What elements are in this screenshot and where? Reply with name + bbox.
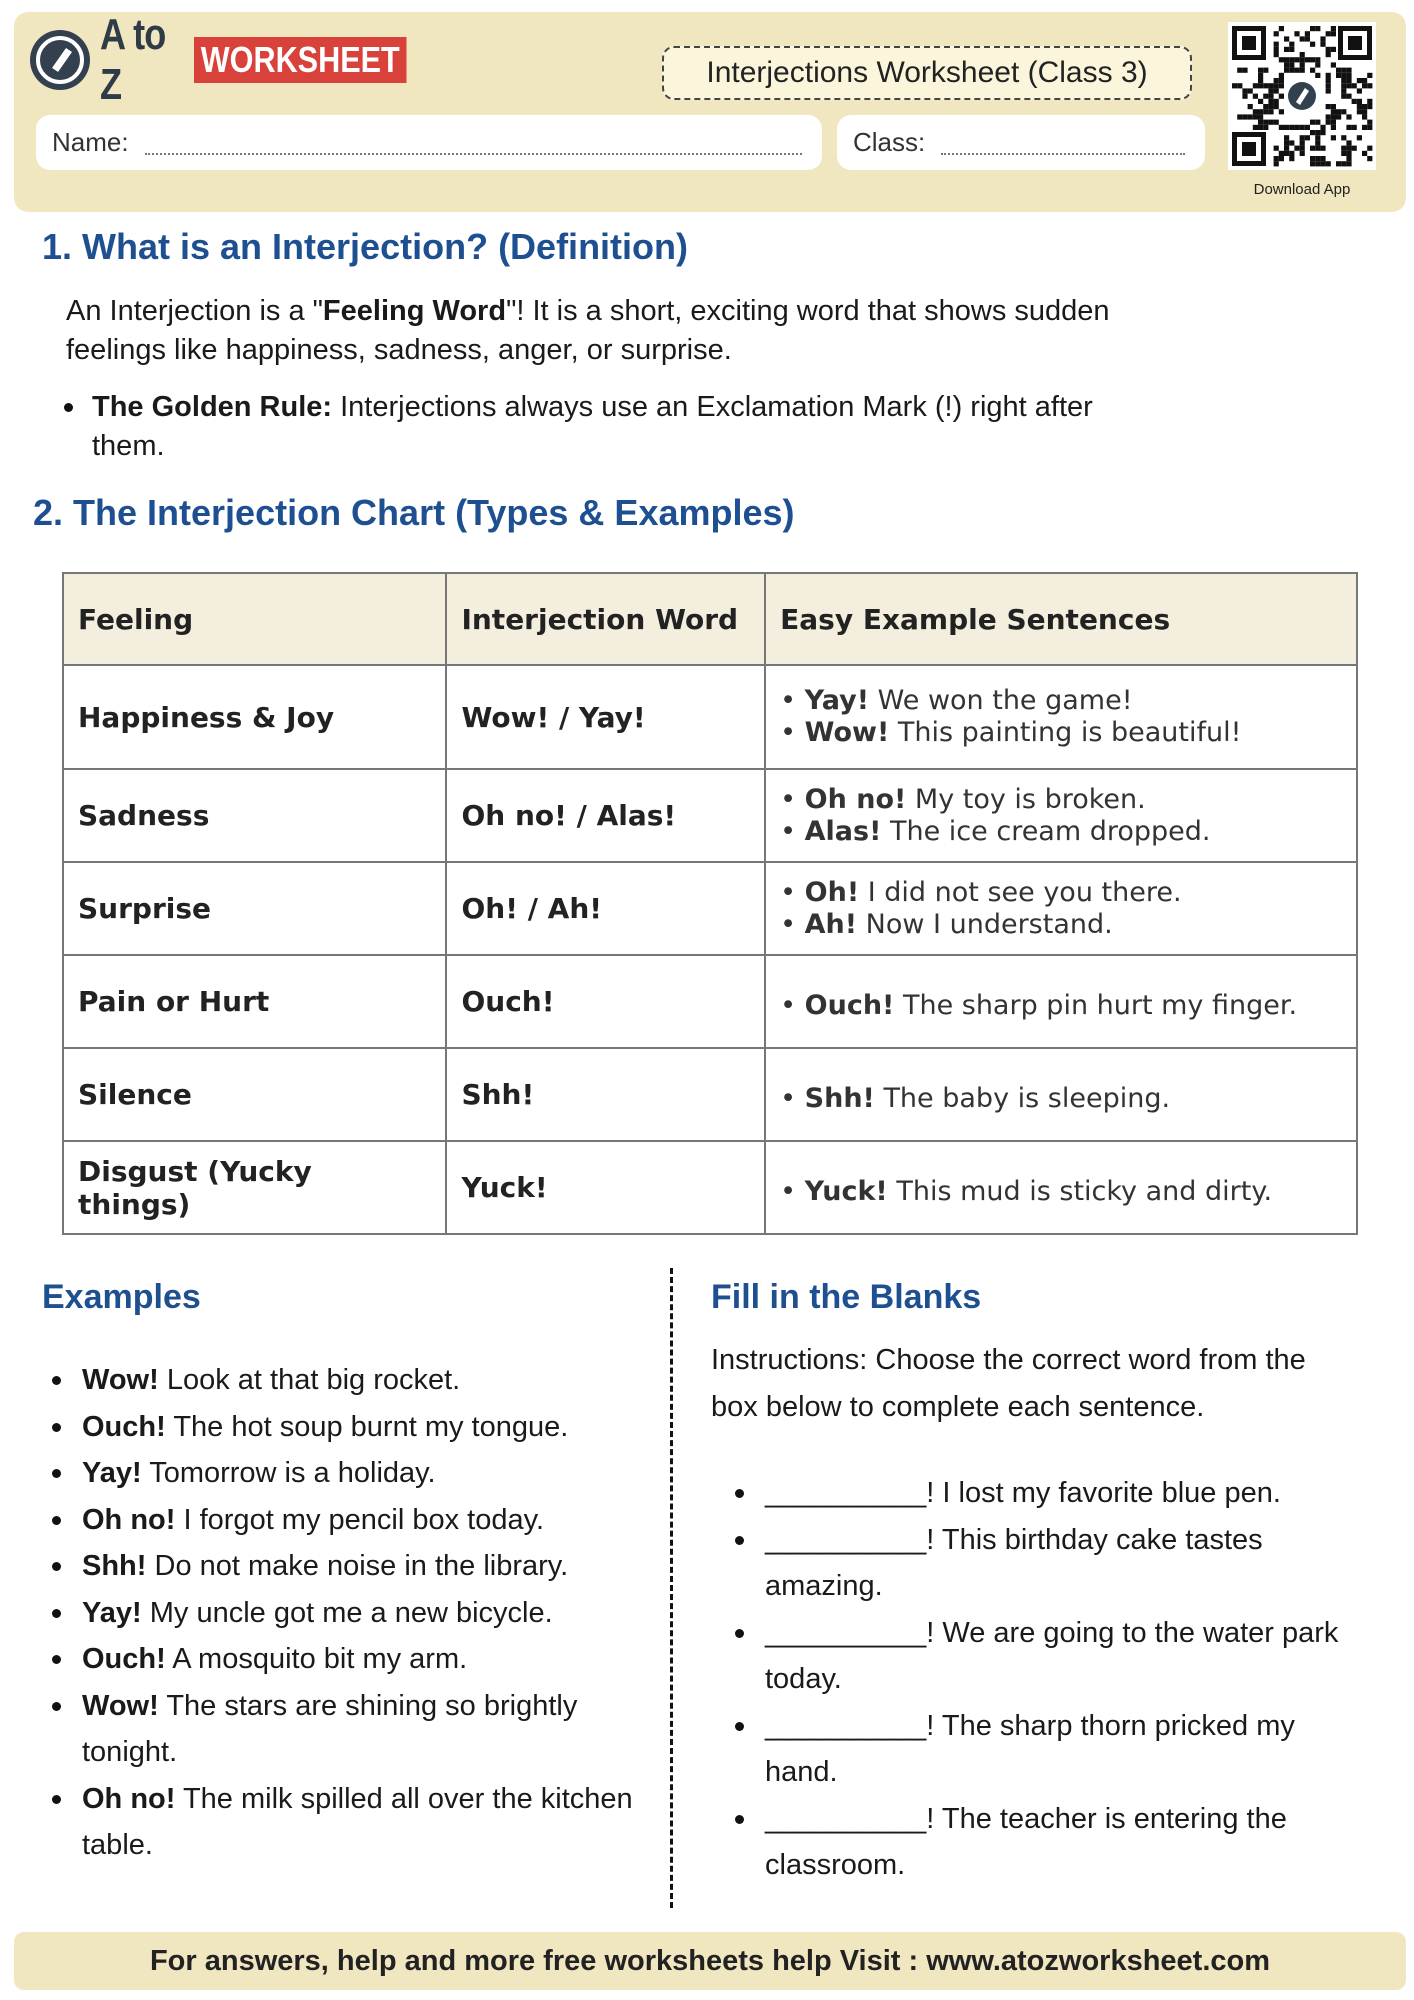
definition-text-start: An Interjection is a ": [66, 295, 323, 327]
example-interjection: Yay!: [804, 685, 870, 716]
feeling-cell: Surprise: [63, 862, 446, 955]
example-sentence: [780, 1176, 1342, 1208]
pen-logo-icon: [30, 30, 90, 90]
fill-blank-item[interactable]: __________! This birthday cake tastes amazing.: [765, 1517, 1365, 1610]
table-row: [63, 862, 1357, 955]
example-item-text: The hot soup burnt my tongue.: [165, 1410, 569, 1443]
table-row: [63, 1048, 1357, 1141]
example-item-interjection: Yay!: [82, 1596, 142, 1629]
fill-blanks-instructions: Instructions: Choose the correct word from the box below to complete each sentence.: [711, 1344, 1306, 1423]
example-text: The baby is sleeping.: [874, 1082, 1171, 1114]
bullet-dot: •: [780, 783, 805, 815]
example-sentence: [780, 717, 1342, 749]
example-sentences-cell: [765, 862, 1357, 955]
section2-heading: 2. The Interjection Chart (Types & Examples): [33, 492, 795, 533]
table-row: [63, 955, 1357, 1048]
example-sentences-cell: [765, 1048, 1357, 1141]
example-item-interjection: Oh no!: [82, 1503, 176, 1536]
footer-banner[interactable]: For answers, help and more free worksheets help Visit : www.atozworksheet.com: [14, 1932, 1406, 1990]
table-header-row: [63, 573, 1357, 665]
example-item-interjection: Shh!: [82, 1550, 147, 1582]
fill-blank-item[interactable]: __________! The teacher is entering the classroom.: [765, 1796, 1365, 1889]
table-row: [63, 665, 1357, 769]
example-sentences-cell: [765, 665, 1357, 769]
example-item-text: The stars are shining so brightly tonight.: [82, 1689, 578, 1768]
interjection-word-cell: Oh! / Ah!: [446, 862, 765, 955]
class-field[interactable]: [837, 115, 1205, 170]
example-interjection: Yuck!: [804, 1175, 888, 1207]
example-list-item: [82, 1683, 642, 1776]
example-item-text: Tomorrow is a holiday.: [141, 1457, 436, 1489]
interjection-word-cell: Yuck!: [446, 1141, 765, 1234]
interjection-chart-table: [62, 572, 1358, 1235]
worksheet-title: Interjections Worksheet (Class 3): [662, 46, 1192, 100]
definition-text-end: "! It is a short, exciting word that shows sudden feelings like happiness, sadness, anger, or surprise.: [66, 295, 1110, 366]
table-row: [63, 1141, 1357, 1234]
example-sentence: [780, 1083, 1342, 1115]
feeling-cell: Silence: [63, 1048, 446, 1141]
example-list-item: [82, 1590, 642, 1637]
example-list-item: [82, 1543, 642, 1590]
bullet-dot: •: [780, 876, 805, 908]
column-divider: [670, 1268, 673, 1908]
example-list-item: [82, 1636, 642, 1683]
interjection-word-cell: Wow! / Yay!: [446, 665, 765, 769]
example-sentence: [780, 877, 1342, 909]
bullet-dot: •: [780, 717, 805, 748]
definition-paragraph: [66, 292, 1126, 370]
example-sentences-cell: [765, 1141, 1357, 1234]
feeling-cell: Pain or Hurt: [63, 955, 446, 1048]
logo-worksheet-text: WORKSHEET: [194, 37, 407, 83]
example-item-text: My uncle got me a new bicycle.: [141, 1596, 553, 1629]
example-interjection: Shh!: [804, 1082, 875, 1114]
example-item-interjection: Ouch!: [82, 1410, 166, 1443]
example-text: The ice cream dropped.: [881, 815, 1211, 847]
example-sentence: [780, 784, 1342, 816]
class-label: Class:: [853, 127, 926, 157]
example-interjection: Oh!: [804, 876, 860, 908]
example-sentence: [780, 685, 1342, 717]
example-list-item: [82, 1497, 642, 1544]
section1-heading: 1. What is an Interjection? (Definition): [42, 226, 689, 267]
name-dotted-line: [145, 131, 802, 155]
example-text: This painting is beautiful!: [889, 717, 1242, 748]
example-interjection: Alas!: [804, 815, 882, 847]
example-item-text: The milk spilled all over the kitchen table.: [82, 1782, 633, 1861]
column-header-feeling: Feeling: [63, 573, 446, 665]
bullet-dot: •: [780, 815, 805, 847]
table-row: [63, 769, 1357, 862]
examples-list: [82, 1357, 642, 1869]
example-item-text: I forgot my pencil box today.: [175, 1503, 545, 1536]
bullet-dot: •: [780, 989, 805, 1021]
example-interjection: Ah!: [804, 908, 858, 940]
example-interjection: Ouch!: [804, 989, 895, 1021]
example-sentences-cell: [765, 955, 1357, 1048]
example-item-interjection: Wow!: [82, 1689, 159, 1722]
example-item-interjection: Wow!: [82, 1364, 159, 1396]
example-sentence: [780, 990, 1342, 1022]
bullet-dot: •: [780, 685, 805, 716]
example-item-interjection: Oh no!: [82, 1782, 176, 1815]
example-list-item: [82, 1450, 642, 1497]
example-text: Now I understand.: [857, 908, 1113, 940]
example-interjection: Oh no!: [804, 783, 907, 815]
site-logo[interactable]: [30, 10, 444, 109]
fill-blank-item[interactable]: __________! The sharp thorn pricked my hand.: [765, 1703, 1365, 1796]
example-sentence: [780, 816, 1342, 848]
example-text: The sharp pin hurt my finger.: [894, 989, 1298, 1021]
fill-blank-item[interactable]: __________! We are going to the water park today.: [765, 1610, 1365, 1703]
example-item-text: Do not make noise in the library.: [146, 1550, 569, 1582]
example-interjection: Wow!: [804, 717, 890, 748]
qr-code-icon[interactable]: [1228, 22, 1376, 170]
fill-blanks-heading: Fill in the Blanks: [711, 1278, 982, 1316]
example-item-interjection: Ouch!: [82, 1643, 166, 1675]
class-dotted-line: [941, 131, 1185, 155]
example-text: This mud is sticky and dirty.: [887, 1175, 1273, 1207]
bullet-dot: •: [780, 908, 805, 940]
fill-blank-item[interactable]: __________! I lost my favorite blue pen.: [765, 1470, 1365, 1517]
logo-atoz-text: A to Z: [100, 10, 166, 109]
name-label: Name:: [52, 127, 129, 157]
feeling-cell: Sadness: [63, 769, 446, 862]
interjection-word-cell: Shh!: [446, 1048, 765, 1141]
example-sentences-cell: [765, 769, 1357, 862]
feeling-cell: Disgust (Yucky things): [63, 1141, 446, 1234]
column-header-examples: Easy Example Sentences: [765, 573, 1357, 665]
fill-blanks-list: [765, 1470, 1365, 1889]
examples-heading: Examples: [42, 1278, 201, 1316]
bullet-dot: •: [780, 1082, 805, 1114]
example-item-interjection: Yay!: [82, 1457, 142, 1489]
example-text: My toy is broken.: [906, 783, 1146, 815]
example-list-item: [82, 1776, 642, 1869]
example-list-item: [82, 1404, 642, 1451]
example-item-text: A mosquito bit my arm.: [165, 1643, 468, 1675]
interjection-word-cell: Oh no! / Alas!: [446, 769, 765, 862]
download-app-label[interactable]: Download App: [1253, 181, 1351, 198]
example-text: I did not see you there.: [859, 876, 1182, 908]
feeling-word-bold: Feeling Word: [322, 295, 507, 327]
golden-rule-text: Interjections always use an Exclamation Mark (!) right after them.: [92, 391, 1093, 462]
example-item-text: Look at that big rocket.: [158, 1364, 461, 1396]
golden-rule-bullet: [92, 388, 1132, 466]
feeling-cell: Happiness & Joy: [63, 665, 446, 769]
name-field[interactable]: [36, 115, 822, 170]
example-list-item: [82, 1357, 642, 1404]
bullet-dot: •: [780, 1175, 805, 1207]
example-text: We won the game!: [869, 685, 1133, 716]
example-sentence: [780, 909, 1342, 941]
interjection-word-cell: Ouch!: [446, 955, 765, 1048]
golden-rule-label: The Golden Rule:: [92, 391, 333, 423]
column-header-word: Interjection Word: [446, 573, 765, 665]
